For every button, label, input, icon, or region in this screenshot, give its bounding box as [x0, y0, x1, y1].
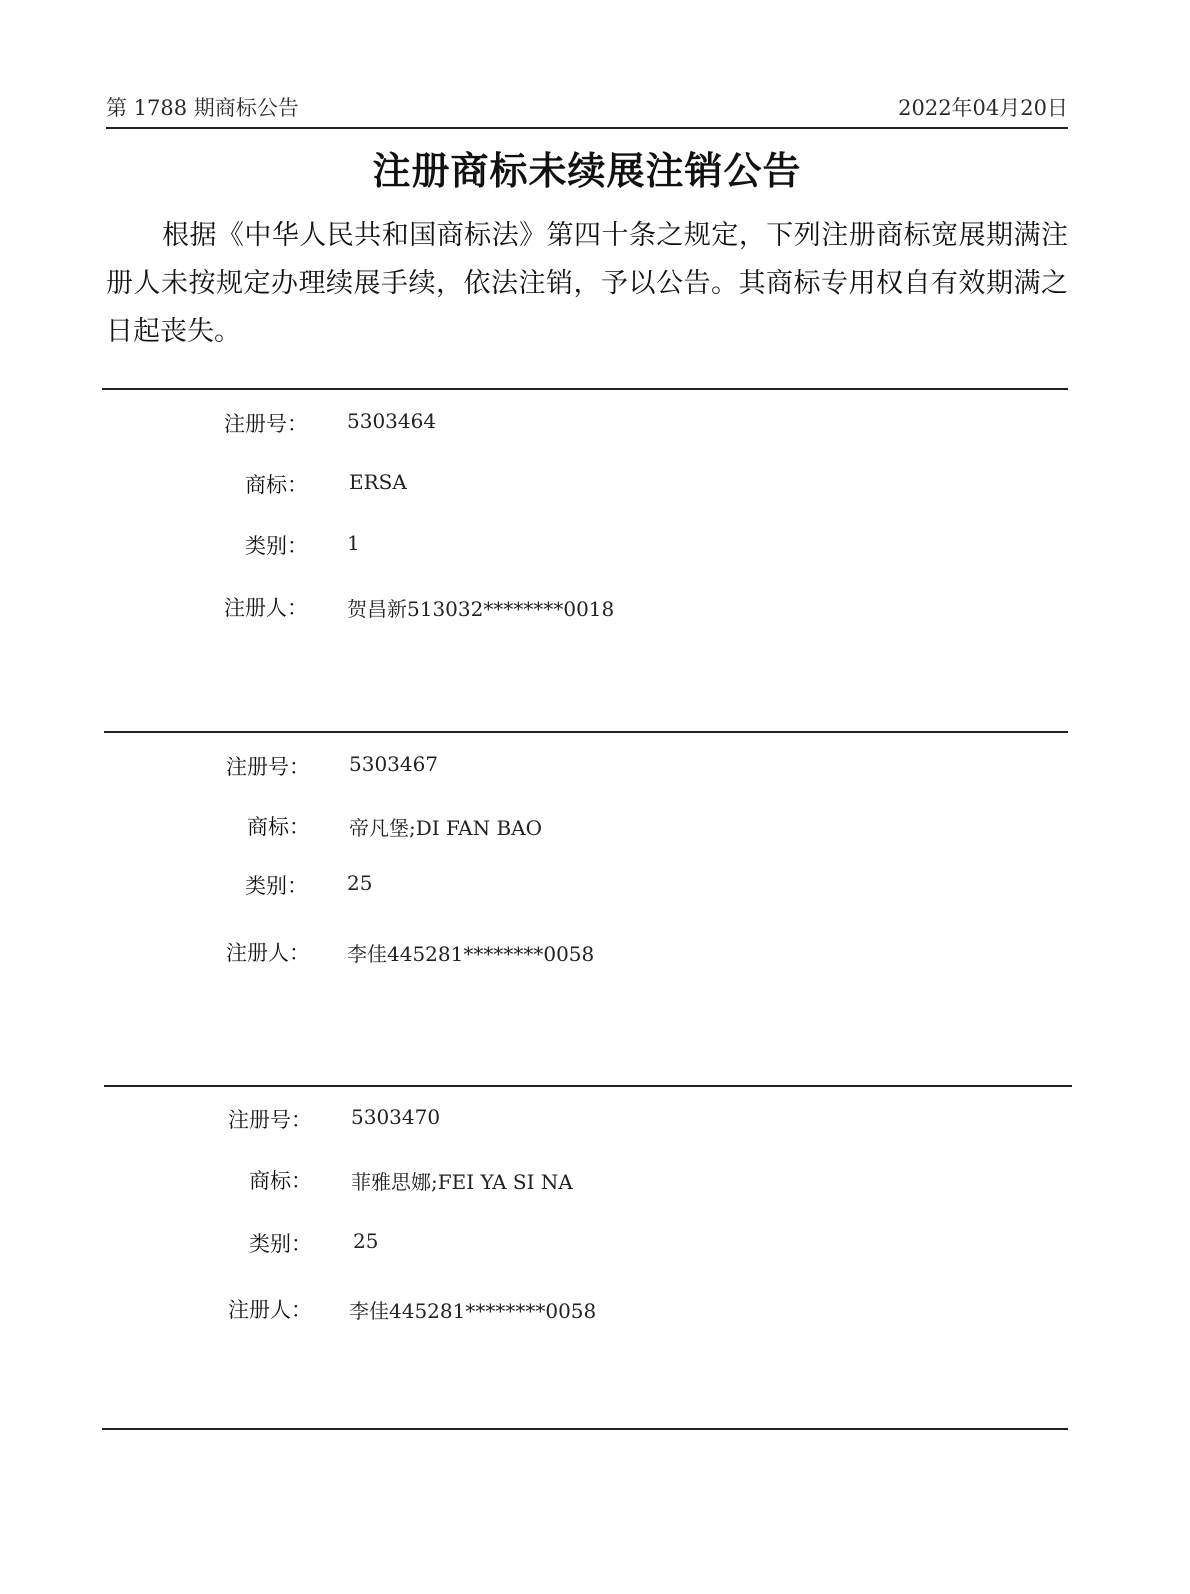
record-divider — [102, 1428, 1068, 1430]
record-divider — [102, 388, 1068, 390]
reg-no-value: 5303470 — [351, 1105, 441, 1129]
class-value: 25 — [347, 871, 373, 895]
reg-no-label: 注册号： — [228, 1108, 312, 1132]
registrant-label: 注册人： — [224, 596, 308, 620]
mark-value: ERSA — [349, 470, 407, 494]
record-divider — [104, 731, 1068, 733]
page-header — [106, 92, 1068, 124]
record-divider — [104, 1085, 1072, 1087]
mark-label: 商标： — [249, 1169, 312, 1193]
registrant-label: 注册人： — [228, 1298, 312, 1322]
issue-number: 第 1788 期商标公告 — [106, 96, 299, 120]
reg-no-label: 注册号： — [224, 412, 308, 436]
class-value: 1 — [347, 531, 360, 555]
class-value: 25 — [353, 1229, 379, 1253]
mark-label: 商标： — [247, 815, 310, 839]
mark-value: 帝凡堡;DI FAN BAO — [349, 816, 543, 840]
issue-date: 2022年04月20日 — [898, 96, 1068, 120]
registrant-value: 李佳445281********0058 — [347, 942, 595, 966]
header-divider — [106, 127, 1068, 129]
registrant-value: 贺昌新513032********0018 — [347, 597, 615, 621]
mark-value: 菲雅思娜;FEI YA SI NA — [351, 1170, 573, 1194]
mark-label: 商标： — [245, 473, 308, 497]
registrant-label: 注册人： — [226, 941, 310, 965]
class-label: 类别： — [245, 874, 308, 898]
intro-paragraph: 根据《中华人民共和国商标法》第四十条之规定，下列注册商标宽展期满注册人未按规定办理续展手续，依法注销，予以公告。其商标专用权自有效期满之日起丧失。 — [106, 220, 1068, 347]
reg-no-label: 注册号： — [226, 755, 310, 779]
reg-no-value: 5303467 — [349, 752, 439, 776]
class-label: 类别： — [249, 1232, 312, 1256]
registrant-value: 李佳445281********0058 — [349, 1299, 597, 1323]
page-title: 注册商标未续展注销公告 — [372, 149, 802, 193]
reg-no-value: 5303464 — [347, 409, 437, 433]
class-label: 类别： — [245, 534, 308, 558]
